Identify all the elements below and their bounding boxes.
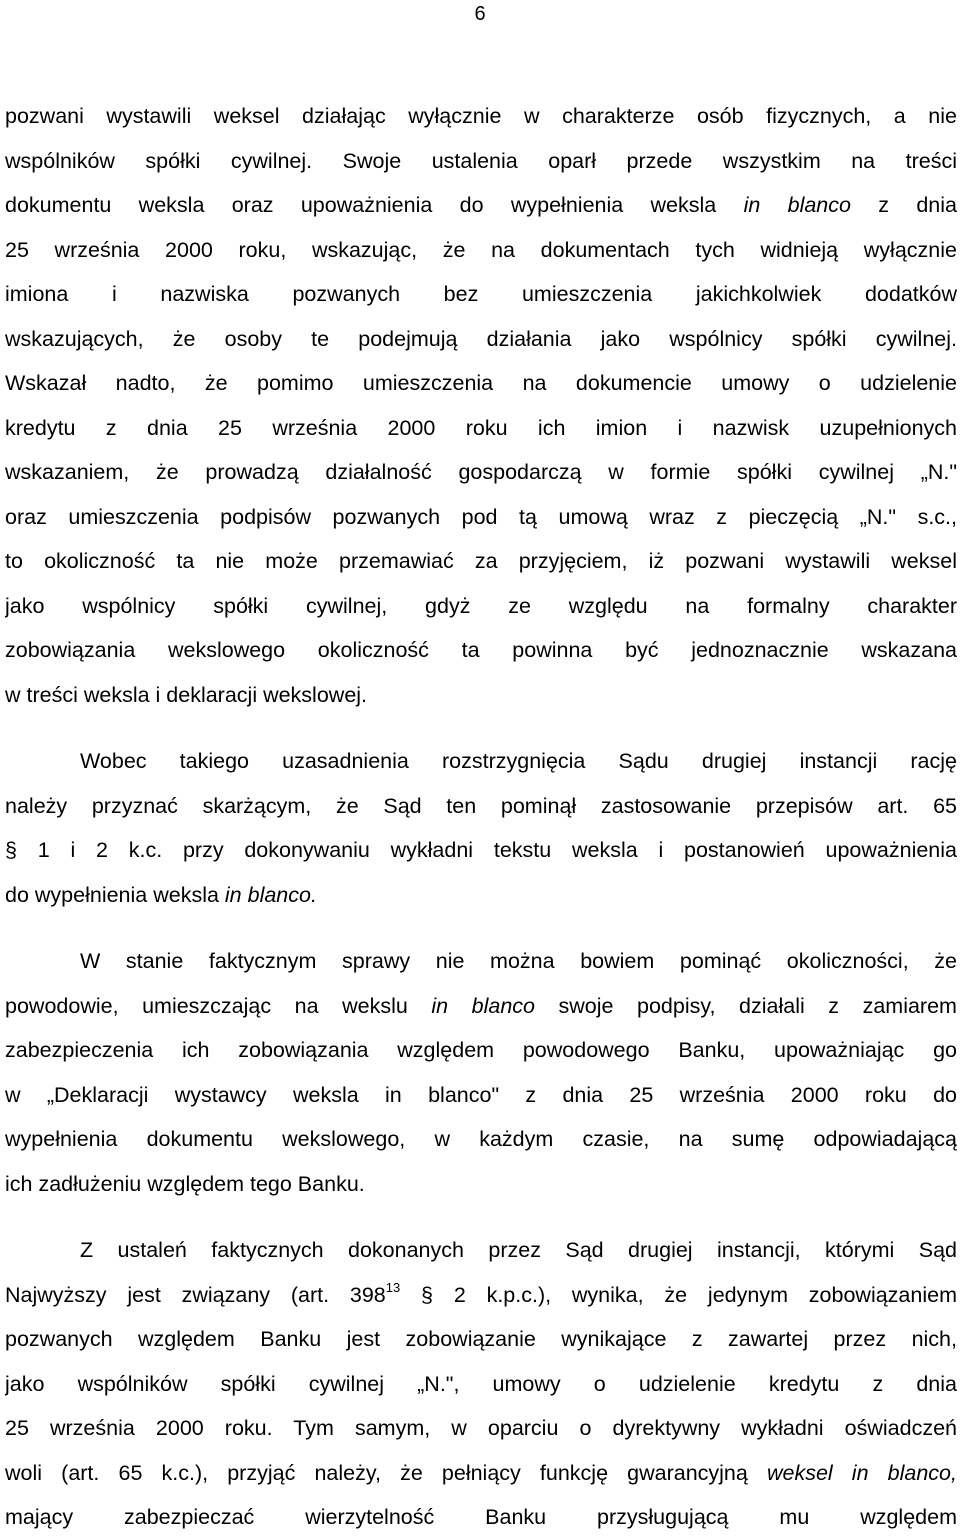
text-line: 25 września 2000 roku, wskazując, że na dokumentach tych widnieją wyłącznie (5, 237, 957, 262)
text-line: dokumentu weksla oraz upoważnienia do wypełnienia weksla in blanco z dnia (5, 193, 957, 217)
text-line: kredytu z dnia 25 września 2000 roku ich imion i nazwisk uzupełnionych (5, 415, 957, 440)
text-line: § 1 i 2 k.c. przy dokonywaniu wykładni tekstu weksla i postanowień upoważnienia (5, 838, 957, 862)
text-line: Wobec takiego uzasadnienia rozstrzygnięcia Sądu drugiej instancji rację (80, 749, 957, 773)
text-line: mający zabezpieczać wierzytelność Banku przysługującą mu względem (5, 1505, 957, 1529)
text-line: powodowie, umieszczając na wekslu in blanco swoje podpisy, działali z zamiarem (5, 993, 957, 1018)
italic-term: in blanco (743, 193, 851, 217)
text-line: jako wspólnicy spółki cywilnej, gdyż ze względu na formalny charakter (5, 593, 957, 618)
italic-term: in blanco (431, 993, 535, 1018)
text-line: jako wspólników spółki cywilnej „N.", umowy o udzielenie kredytu z dnia (5, 1371, 957, 1396)
text-line: w „Deklaracji wystawcy weksla in blanco" z dnia 25 września 2000 roku do (5, 1082, 957, 1107)
text-line: należy przyznać skarżącym, że Sąd ten pominął zastosowanie przepisów art. 65 (5, 793, 957, 818)
text-line: pozwanych względem Banku jest zobowiązanie wynikające z zawartej przez nich, (5, 1327, 957, 1351)
superscript: 13 (385, 1279, 401, 1295)
text-line: Najwyższy jest związany (art. $398^{13}$ § 2 k.p.c.), wynika, że jedynym zobowiązaniem (5, 1279, 957, 1307)
text-line: wskazujących, że osoby te podejmują działania jako wspólnicy spółki cywilnej. (5, 326, 957, 351)
text-line: W stanie faktycznym sprawy nie można bowiem pominąć okoliczności, że (80, 949, 957, 973)
text-line: Z ustaleń faktycznych dokonanych przez Sąd drugiej instancji, którymi Sąd (80, 1238, 957, 1262)
document-body (5, 94, 957, 1540)
text-line: wskazaniem, że prowadzą działalność gospodarczą w formie spółki cywilnej „N." (5, 460, 957, 484)
text-line: ich zadłużeniu względem tego Banku. (5, 1171, 365, 1196)
text-line: w treści weksla i deklaracji wekslowej. (5, 682, 368, 707)
text-line: wypełnienia dokumentu wekslowego, w każdym czasie, na sumę odpowiadającą (5, 1127, 957, 1151)
text-line: woli (art. 65 k.c.), przyjąć należy, że pełniący funkcję gwarancyjną weksel in blanco, (5, 1460, 957, 1485)
italic-term: in blanco. (224, 882, 317, 907)
italic-term: weksel in blanco, (766, 1460, 957, 1485)
text-line: do wypełnienia weksla in blanco. (5, 882, 317, 907)
text-line: to okoliczność ta nie może przemawiać za przyjęciem, iż pozwani wystawili weksel (5, 549, 957, 573)
text-line: imiona i nazwiska pozwanych bez umieszczenia jakichkolwiek dodatków (5, 282, 957, 306)
text-line: pozwani wystawili weksel działając wyłącznie w charakterze osób fizycznych, a nie (5, 104, 957, 128)
text-line: zobowiązania wekslowego okoliczność ta powinna być jednoznacznie wskazana (5, 638, 957, 662)
text-line: wspólników spółki cywilnej. Swoje ustalenia oparł przede wszystkim na treści (5, 148, 957, 173)
page-number: 6 (474, 3, 486, 25)
text-line: oraz umieszczenia podpisów pozwanych pod tą umową wraz z pieczęcią „N." s.c., (5, 504, 957, 529)
text-line: Wskazał nadto, że pomimo umieszczenia na dokumencie umowy o udzielenie (5, 371, 957, 395)
text-line: zabezpieczenia ich zobowiązania względem powodowego Banku, upoważniając go (5, 1038, 957, 1062)
text-line: 25 września 2000 roku. Tym samym, w oparciu o dyrektywny wykładni oświadczeń (5, 1416, 957, 1440)
